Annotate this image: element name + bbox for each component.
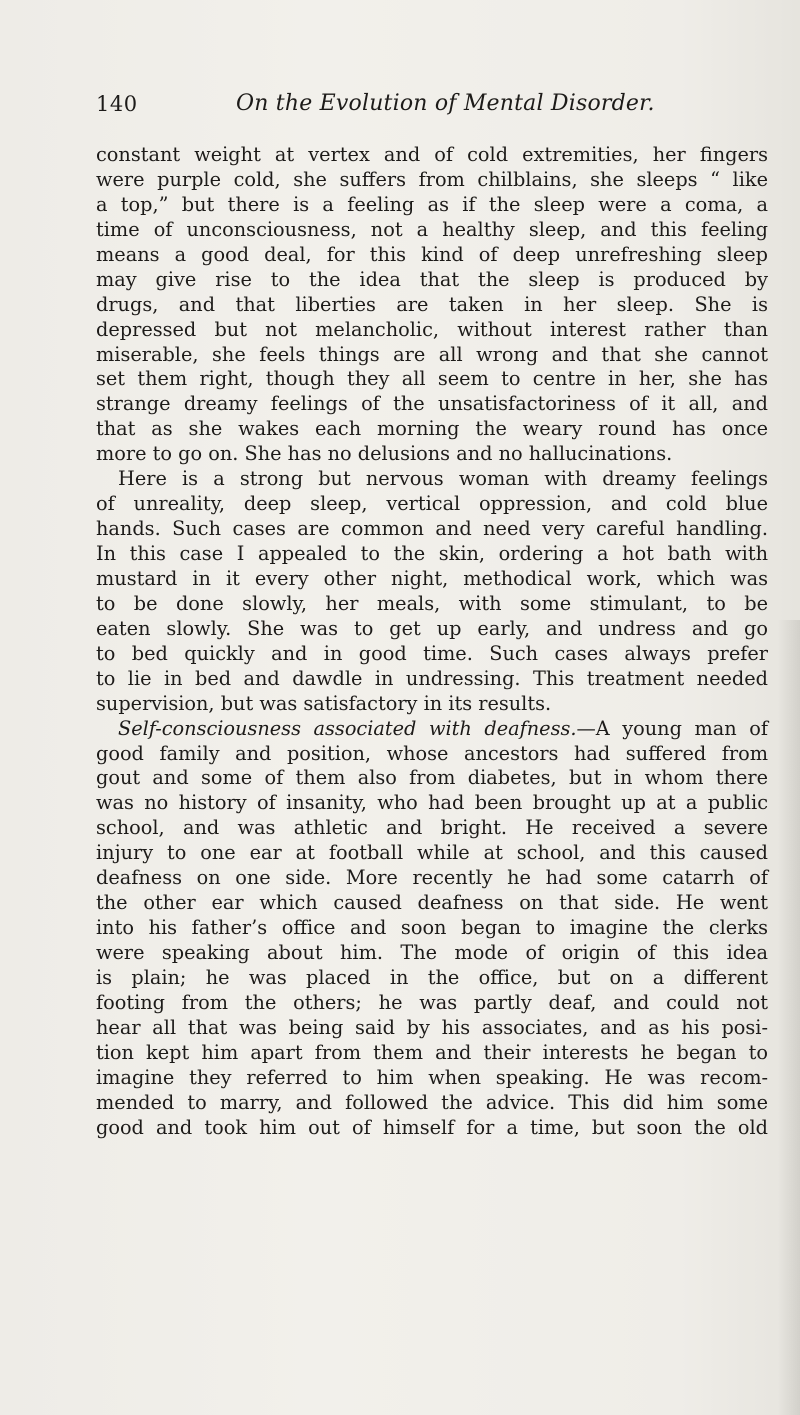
text-line: may give rise to the idea that the sleep is produced by <box>96 267 768 291</box>
text-line: of unreality, deep sleep, vertical oppression, and cold blue <box>96 492 768 516</box>
section-start-text: —A young man of <box>576 716 768 740</box>
text-line: deafness on one side. More recently he had some catarrh of <box>96 866 768 890</box>
text-line: into his father’s office and soon began to imagine the clerks <box>96 916 768 940</box>
text-line: were purple cold, she suffers from chilblains, she sleeps “ like <box>96 167 768 191</box>
text-line: is plain; he was placed in the office, but on a different <box>96 965 768 989</box>
text-line: drugs, and that liberties are taken in her sleep. She is <box>96 292 768 316</box>
text-line: depressed but not melancholic, without interest rather than <box>96 317 768 341</box>
text-line: In this case I appealed to the skin, ordering a hot bath with <box>96 542 768 565</box>
page-number: 140 <box>96 92 138 116</box>
text-line: strange dreamy feelings of the unsatisfactoriness of it all, and <box>96 392 768 416</box>
text-line: constant weight at vertex and of cold extremities, her fingers <box>96 143 768 166</box>
text-line: good family and position, whose ancestors had suffered from <box>96 741 768 765</box>
running-title: On the Evolution of Mental Disorder. <box>236 91 655 116</box>
text-line: hands. Such cases are common and need very careful handling. <box>96 517 768 541</box>
page-edge-shadow <box>778 620 800 1415</box>
text-line: means a good deal, for this kind of deep unrefreshing sleep <box>96 242 768 266</box>
text-line: hear all that was being said by his associates, and as his posi- <box>96 1015 768 1039</box>
body-text <box>96 143 768 1141</box>
text-line: to lie in bed and dawdle in undressing. This treatment needed <box>96 666 768 690</box>
text-line: gout and some of them also from diabetes, but in whom there <box>96 766 768 790</box>
text-line: to bed quickly and in good time. Such cases always prefer <box>96 641 768 665</box>
text-line: school, and was athletic and bright. He received a severe <box>96 816 768 840</box>
text-line: mustard in it every other night, methodical work, which was <box>96 566 768 590</box>
text-line: a top,” but there is a feeling as if the sleep were a coma, a <box>96 192 768 216</box>
section-heading: Self-consciousness associated with deafness. <box>118 716 577 740</box>
text-line: was no history of insanity, who had been brought up at a public <box>96 791 768 815</box>
text-line: good and took him out of himself for a time, but soon the old <box>96 1115 768 1139</box>
text-line: that as she wakes each morning the weary round has once <box>96 417 768 441</box>
text-line: injury to one ear at football while at school, and this caused <box>96 841 768 865</box>
text-line: supervision, but was satisfactory in its results. <box>96 691 552 715</box>
text-line: tion kept him apart from them and their interests he began to <box>96 1040 768 1064</box>
text-line: imagine they referred to him when speaking. He was recom- <box>96 1065 768 1089</box>
text-line: the other ear which caused deafness on that side. He went <box>96 891 768 915</box>
text-line: set them right, though they all seem to centre in her, she has <box>96 367 768 391</box>
paragraph-start-line: Here is a strong but nervous woman with dreamy feelings <box>118 467 768 491</box>
text-line: more to go on. She has no delusions and no hallucinations. <box>96 442 673 466</box>
text-line: to be done slowly, her meals, with some stimulant, to be <box>96 591 768 615</box>
text-line: eaten slowly. She was to get up early, and undress and go <box>96 616 768 640</box>
text-line: footing from the others; he was partly deaf, and could not <box>96 990 768 1014</box>
section-start-line <box>96 717 768 742</box>
text-line: miserable, she feels things are all wrong and that she cannot <box>96 342 768 366</box>
text-line: time of unconsciousness, not a healthy sleep, and this feeling <box>96 217 768 241</box>
text-line: were speaking about him. The mode of origin of this idea <box>96 941 768 964</box>
text-line: mended to marry, and followed the advice. This did him some <box>96 1090 768 1114</box>
running-head <box>0 92 800 122</box>
